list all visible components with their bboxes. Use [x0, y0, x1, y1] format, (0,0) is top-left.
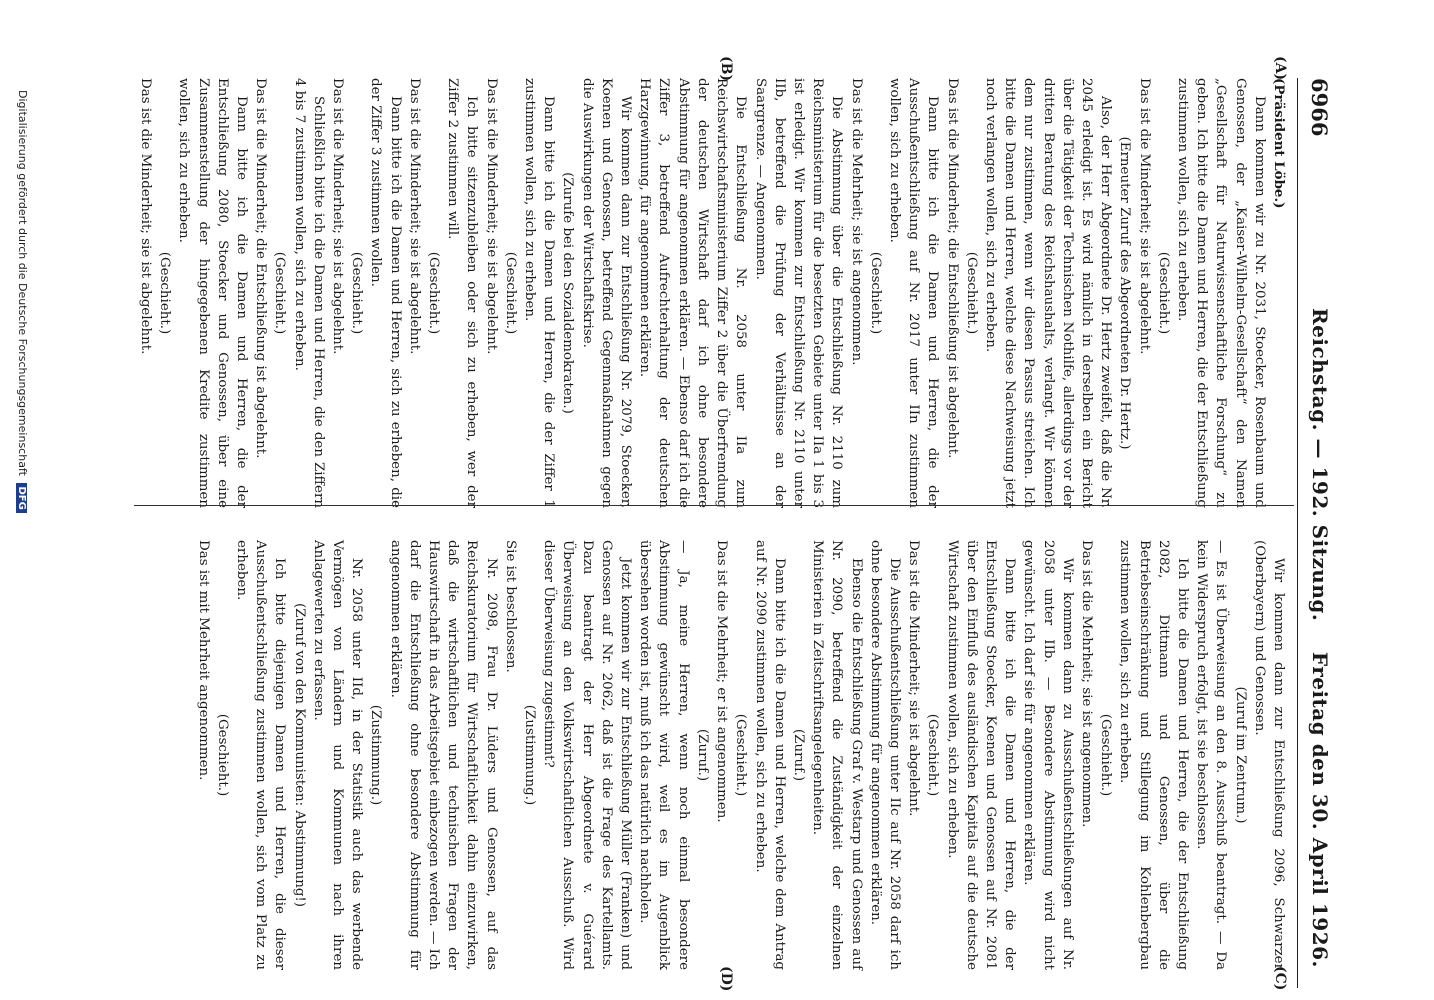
dfg-logo: DFG [16, 483, 27, 512]
paragraph: Jetzt kommen wir zur Entschließung Müller (Franken) und Genossen auf Nr. 2062, daß ist die Frage des Kartellamts. Dazu beantragt der Herr Abgeordnete v. Guérard Überweisung an den Volkswirtschaftlichen Ausschuß. Wird dieser Überweisung zugestimmt? [541, 540, 634, 970]
stage-direction: (Zurufe bei den Sozialdemokraten.) [560, 172, 576, 414]
stage-direction: (Geschieht.) [349, 251, 365, 335]
paragraph: Das ist die Minderheit; sie ist abgelehnt. [483, 78, 499, 355]
paragraph: Also, der Herr Abgeordnete Dr. Hertz zweifelt, daß die Nr. 2045 erledigt ist. Es wird nämlich in derselben ein Bericht über die Tätigkeit der Technischen Nothilfe, allerdings vor der dritten Beratung des Reichshaushalts, verlangt. Wir können dem nur zustimmen, wenn wir diesen Passus streichen. Ich bitte die Damen und Herren, welche diese Nachweisung jetzt noch verlangen wollen, sich zu erheben. [982, 78, 1114, 508]
page-footer [16, 90, 29, 513]
paragraph: Das ist die Minderheit; sie ist abgelehnt. [906, 540, 922, 817]
paragraph: Dann bitte ich die Damen und Herren, welche dem Antrag auf Nr. 2090 zustimmen wollen, sich zu erheben. [752, 540, 787, 970]
stage-direction: (Zuruf im Zentrum.) [1232, 686, 1248, 824]
margin-mark-a: (A) [1272, 56, 1288, 81]
stage-direction: (Zuruf.) [790, 728, 806, 782]
paragraph: Schließlich bitte ich die Damen und Herren, die den Ziffern 4 bis 7 zustimmen wollen, sich zu erheben. [291, 78, 326, 508]
stage-direction: (Geschieht.) [1098, 713, 1114, 797]
paragraph: Ebenso die Entschließung Graf v. Westarp und Genossen auf Nr. 2090, betreffend die Zuständigkeit der einzelnen Ministerien in Zeitschriftsangelegenheiten. [810, 540, 864, 970]
paragraph: Dann kommen wir zu Nr. 2031, Stoecker, Rosenbaum und Genossen, der „Kaiser-Wilhelm-Gesellschaft“ den Namen „Gesellschaft für Naturwissenschaftliche Forschung“ zu geben. Ich bitte die Damen und Herren, die der Entschließung zustimmen wollen, sich zu erheben. [1174, 78, 1267, 508]
stage-direction: (Geschieht.) [867, 251, 883, 335]
paragraph: Dann bitte ich die Damen und Herren, die der Ausschußentschließung auf Nr. 2017 unter IIn zustimmen wollen, sich zu erheben. [886, 78, 941, 508]
footer-credit: Digitalisierung gefördert durch die Deutsche Forschungsgemeinschaft [16, 90, 29, 476]
stage-direction: (Geschieht.) [272, 251, 288, 335]
paragraph: Die Ausschußentschließung unter IIc auf Nr. 2058 darf ich ohne besondere Abstimmung für angenommen erklären. [867, 540, 902, 970]
paragraph: Dann bitte ich die Damen und Herren, die der Entschließung 2080, Stoecker und Genossen, über eine Zusammenstellung der hingegebenen Kredite zustimmen wollen, sich zu erheben. [176, 78, 250, 508]
page-number: 6966 [1307, 78, 1332, 137]
left-text-column [136, 78, 1288, 508]
stage-direction: (Geschieht.) [963, 251, 979, 335]
running-title: Reichstag. — 192. Sitzung. [1308, 308, 1332, 622]
stage-direction: (Erneuter Zuruf des Abgeordneten Dr. Hertz.) [1117, 136, 1133, 450]
paragraph: Das ist die Minderheit; sie ist abgelehnt. [138, 78, 154, 355]
stage-direction: (Geschieht.) [1155, 251, 1171, 335]
paragraph: Dann bitte ich die Damen und Herren, die der Entschließung Stoecker, Koenen und Genossen auf Nr. 2081 über den Einfluß des ausländischen Kapitals auf die deutsche Wirtschaft zustimmen wollen, sich zu erheben. [944, 540, 1018, 970]
stage-direction: (Geschieht.) [502, 251, 518, 335]
paragraph: — Ja, meine Herren, wenn noch einmal besondere Abstimmung gewünscht wird, weil es im Augenblick übersehen worden ist, muß ich das natürlich nachholen. [637, 540, 691, 970]
paragraph: Sie ist beschlossen. [502, 540, 518, 673]
stage-direction: (Zustimmung.) [522, 704, 538, 806]
paragraph: Ich bitte sitzenzubleiben oder sich zu erheben, wer der Ziffer 2 zustimmen will. [445, 78, 480, 508]
stage-direction: (Zuruf.) [694, 728, 710, 782]
stage-direction: (Zustimmung.) [368, 704, 384, 806]
paragraph: Wir kommen dann zu Ausschußentschließungen auf Nr. 2058 unter IIb. — Besondere Abstimmung wird nicht gewünscht. Ich darf sie für angenommen erklären. [1021, 540, 1075, 970]
stage-direction: (Geschieht.) [733, 713, 749, 797]
margin-mark-d: (D) [718, 966, 734, 992]
paragraph: Das ist mit Mehrheit angenommen. [195, 540, 211, 781]
column-divider [134, 505, 1294, 506]
stage-direction: (Geschieht.) [426, 251, 442, 335]
paragraph: Die Entschließung Nr. 2058 unter IIa zum Reichswirtschaftsministerium Ziffer 2 über die Überfremdung der deutschen Wirtschaft darf ich ohne besondere Abstimmung für angenommen erklären. — Ebenso darf ich die Ziffer 3, betreffend Aufrechterhaltung der deutschen Harzgewinnung, für angenommen erklären. [637, 78, 749, 508]
paragraph: Ich bitte die Damen und Herren, die der Entschließung 2082, Dittmann und Genossen, über die Betriebseinschränkung und Stillegung im Kohlenbergbau zustimmen wollen, sich zu erheben. [1117, 540, 1190, 970]
date-title: Freitag den 30. April 1926. [1308, 651, 1332, 968]
right-text-column [193, 540, 1288, 970]
margin-mark-c: (C) [1272, 966, 1288, 991]
page-header [1297, 78, 1338, 988]
stage-direction: (Geschieht.) [925, 713, 941, 797]
paragraph: Das ist die Mehrheit; sie ist angenommen. [1078, 540, 1094, 828]
paragraph: Wir kommen dann zur Entschließung 2096, Schwarzer (Oberbayern) und Genossen. [1251, 540, 1286, 970]
paragraph: Dann bitte ich die Damen und Herren, die der Ziffer 1 zustimmen wollen, sich zu erheben. [522, 78, 557, 508]
paragraph: Das ist die Minderheit; sie ist abgelehnt. [1136, 78, 1152, 355]
paragraph: Dann bitte ich die Damen und Herren, sich zu erheben, die der Ziffer 3 zustimmen wollen. [368, 78, 403, 508]
paragraph: Das ist die Minderheit; die Entschließung ist abgelehnt. [253, 78, 269, 459]
paragraph: Nr. 2058 unter IId, in der Statistik auch das werbende Vermögen von Ländern und Kommunen nach ihren Anlagewerten zu erfassen. [310, 540, 365, 970]
margin-mark-b: (B) [718, 56, 734, 82]
paragraph: Das ist die Mehrheit; er ist angenommen. [714, 540, 730, 823]
stage-direction: (Geschieht.) [157, 251, 173, 335]
paragraph: Nr. 2098, Frau Dr. Lüders und Genossen, auf das Reichskuratorium für Wirtschaftlichkeit dahin einzuwirken, daß die wirtschaftlichen und technischen Fragen der Hauswirtschaft in das Arbeitsgebiet einbezogen werden. — Ich darf die Entschließung ohne besondere Abstimmung für angenommen erklären. [387, 540, 499, 970]
speaker-label: (Präsident Löbe.) [1271, 78, 1287, 209]
paragraph: Die Abstimmung über die Entschließung Nr. 2110 zum Reichsministerium für die besetzten Gebiete unter IIa 1 bis 3 ist erledigt. Wir kommen zur Entschließung Nr. 2110 unter IIb, betreffend die Prüfung der Verhältnisse an der Saargrenze. — Angenommen. [752, 78, 845, 508]
paragraph: — Es ist Überweisung an den 8. Ausschuß beantragt. — Da kein Widerspruch erfolgt, ist sie beschlossen. [1194, 540, 1229, 970]
paragraph: Ich bitte diejenigen Damen und Herren, die dieser Ausschußentschließung zustimmen wollen, sich vom Platz zu erheben. [234, 540, 288, 970]
stage-direction: (Geschieht.) [214, 713, 230, 797]
paragraph: Das ist die Minderheit; die Entschließung ist abgelehnt. [944, 78, 960, 459]
stage-direction: (Zuruf von den Kommunisten: Abstimmung!) [291, 602, 307, 908]
paragraph: Das ist die Mehrheit; sie ist angenommen. [848, 78, 864, 366]
paragraph: Das ist die Minderheit; sie ist abgelehnt. [406, 78, 422, 355]
paragraph: Das ist die Minderheit; sie ist abgelehnt. [330, 78, 346, 355]
paragraph: Wir kommen dann zur Entschließung Nr. 2079, Stoecker, Koenen und Genossen, betreffend Gegenmaßnahmen gegen die Auswirkungen der Wirtschaftskrise. [579, 78, 634, 508]
